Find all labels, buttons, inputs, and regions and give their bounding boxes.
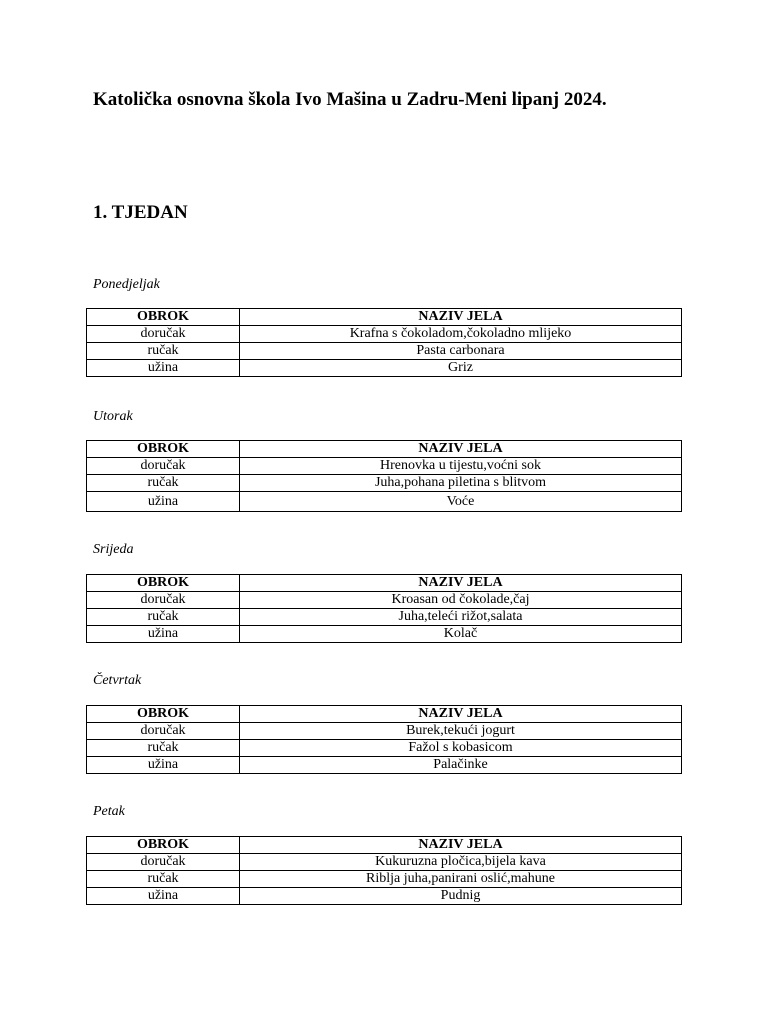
meal-cell: ručak	[87, 343, 240, 360]
dish-cell: Hrenovka u tijestu,voćni sok	[240, 458, 682, 475]
table-header-row	[87, 309, 682, 326]
day-label-cetvrtak: Četvrtak	[93, 673, 142, 688]
meal-cell: doručak	[87, 592, 240, 609]
dish-cell: Griz	[240, 360, 682, 377]
table-row	[87, 626, 682, 643]
table-row	[87, 360, 682, 377]
dish-cell: Pasta carbonara	[240, 343, 682, 360]
table-row	[87, 723, 682, 740]
dish-cell: Kroasan od čokolade,čaj	[240, 592, 682, 609]
menu-table-utorak	[86, 440, 682, 512]
meal-cell: užina	[87, 888, 240, 905]
menu-table-petak	[86, 836, 682, 905]
header-naziv-jela: NAZIV JELA	[240, 837, 682, 854]
meal-cell: doručak	[87, 458, 240, 475]
table-row	[87, 740, 682, 757]
page-title: Katolička osnovna škola Ivo Mašina u Zadru-Meni lipanj 2024.	[93, 89, 607, 110]
header-naziv-jela: NAZIV JELA	[240, 706, 682, 723]
header-naziv-jela: NAZIV JELA	[240, 309, 682, 326]
header-obrok: OBROK	[87, 575, 240, 592]
dish-cell: Voće	[240, 492, 682, 512]
meal-cell: ručak	[87, 475, 240, 492]
meal-cell: užina	[87, 626, 240, 643]
table-row	[87, 492, 682, 512]
day-label-ponedjeljak: Ponedjeljak	[93, 277, 160, 292]
meal-cell: doručak	[87, 326, 240, 343]
day-label-petak: Petak	[93, 804, 125, 819]
dish-cell: Pudnig	[240, 888, 682, 905]
week-title: 1. TJEDAN	[93, 202, 188, 223]
day-label-utorak: Utorak	[93, 409, 133, 424]
dish-cell: Riblja juha,panirani oslić,mahune	[240, 871, 682, 888]
table-row	[87, 871, 682, 888]
header-obrok: OBROK	[87, 309, 240, 326]
header-naziv-jela: NAZIV JELA	[240, 441, 682, 458]
table-header-row	[87, 441, 682, 458]
dish-cell: Juha,teleći rižot,salata	[240, 609, 682, 626]
day-label-srijeda: Srijeda	[93, 542, 134, 557]
meal-cell: užina	[87, 492, 240, 512]
menu-table-srijeda	[86, 574, 682, 643]
dish-cell: Palačinke	[240, 757, 682, 774]
header-obrok: OBROK	[87, 706, 240, 723]
table-header-row	[87, 575, 682, 592]
header-naziv-jela: NAZIV JELA	[240, 575, 682, 592]
table-row	[87, 475, 682, 492]
header-obrok: OBROK	[87, 837, 240, 854]
header-obrok: OBROK	[87, 441, 240, 458]
dish-cell: Burek,tekući jogurt	[240, 723, 682, 740]
dish-cell: Kolač	[240, 626, 682, 643]
table-header-row	[87, 706, 682, 723]
dish-cell: Krafna s čokoladom,čokoladno mlijeko	[240, 326, 682, 343]
table-row	[87, 888, 682, 905]
dish-cell: Juha,pohana piletina s blitvom	[240, 475, 682, 492]
meal-cell: doručak	[87, 723, 240, 740]
meal-cell: užina	[87, 360, 240, 377]
table-row	[87, 343, 682, 360]
meal-cell: užina	[87, 757, 240, 774]
menu-table-ponedjeljak	[86, 308, 682, 377]
table-row	[87, 458, 682, 475]
dish-cell: Kukuruzna pločica,bijela kava	[240, 854, 682, 871]
table-row	[87, 609, 682, 626]
meal-cell: ručak	[87, 871, 240, 888]
meal-cell: doručak	[87, 854, 240, 871]
table-header-row	[87, 837, 682, 854]
table-row	[87, 757, 682, 774]
meal-cell: ručak	[87, 740, 240, 757]
dish-cell: Fažol s kobasicom	[240, 740, 682, 757]
table-row	[87, 326, 682, 343]
menu-table-cetvrtak	[86, 705, 682, 774]
table-row	[87, 854, 682, 871]
meal-cell: ručak	[87, 609, 240, 626]
table-row	[87, 592, 682, 609]
